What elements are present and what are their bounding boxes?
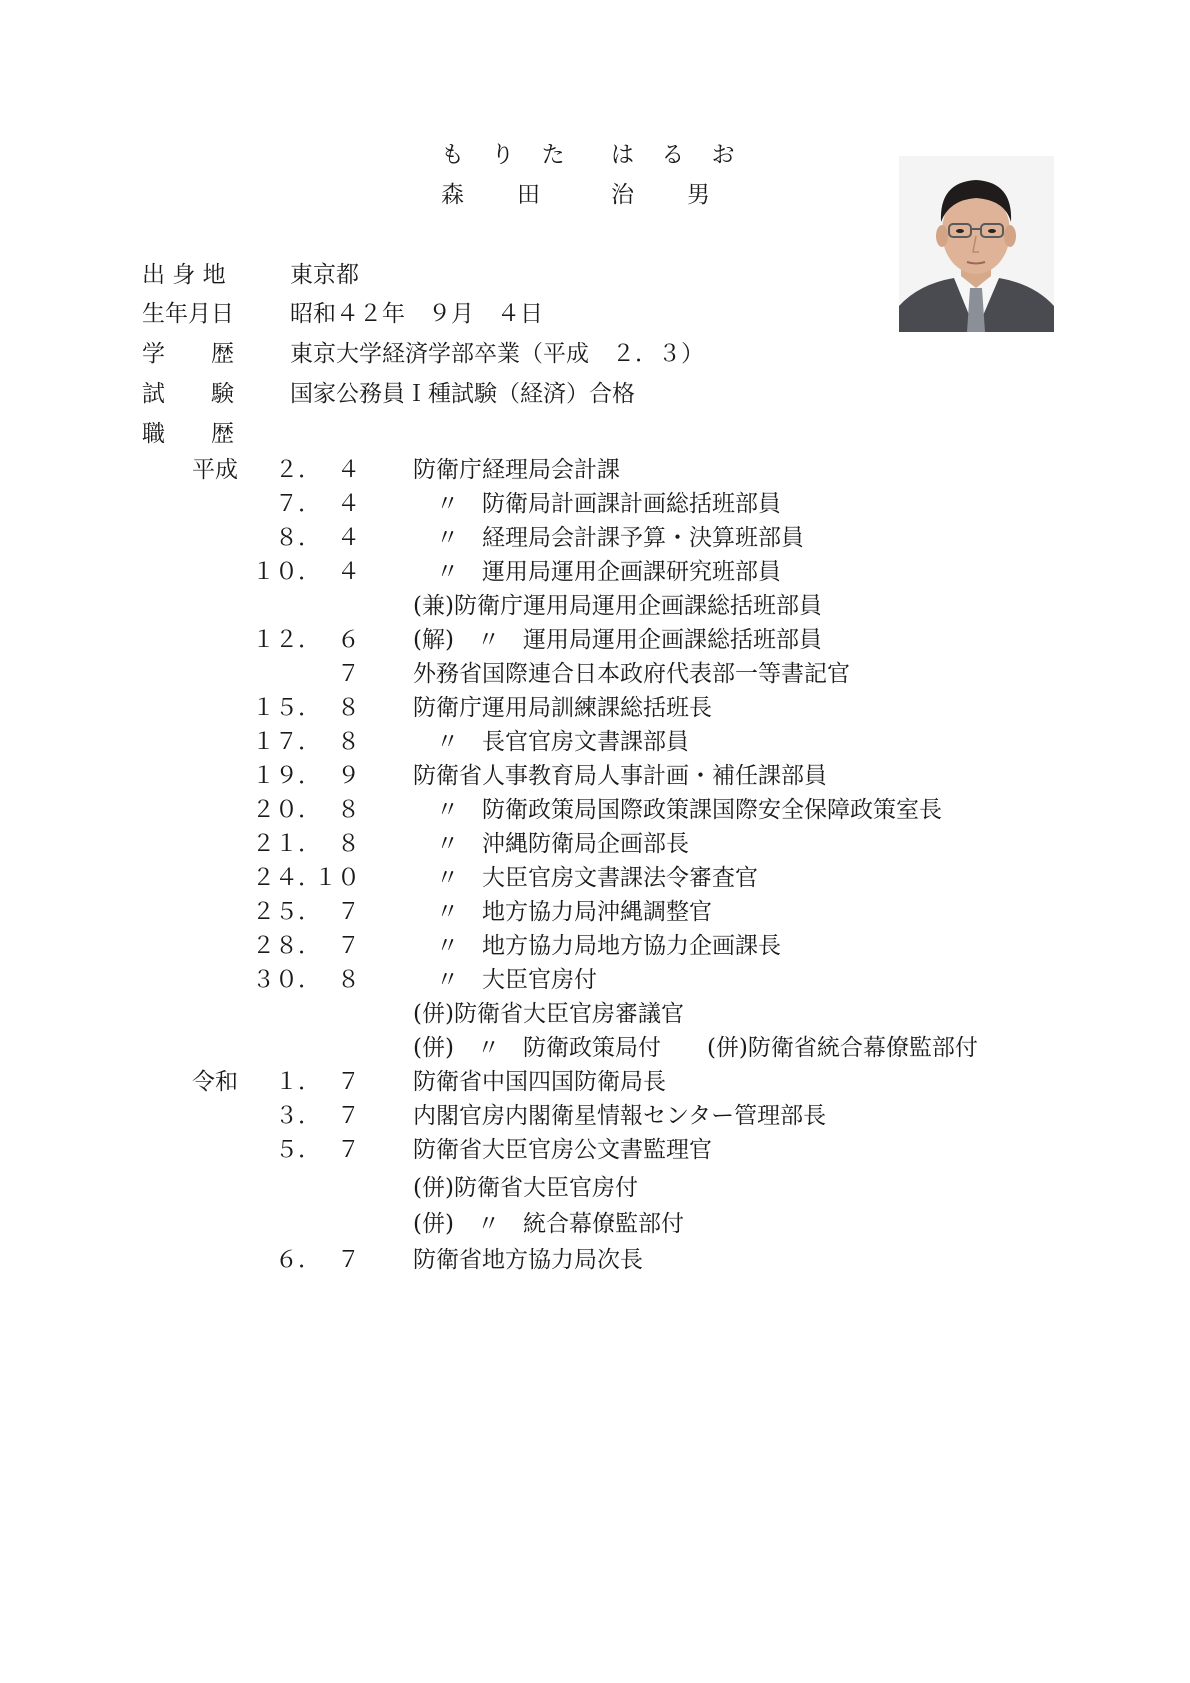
career-position: (兼)防衛庁運用局運用企画課総括班部員 [413, 593, 822, 619]
career-position: 〃 地方協力局地方協力企画課長 [413, 933, 781, 959]
career-era: 令和 [192, 1069, 238, 1095]
career-position: 〃 大臣官房付 [413, 967, 597, 993]
career-month: ８ [337, 695, 360, 721]
career-month: ９ [337, 763, 360, 789]
career-year: ６． [275, 1247, 321, 1273]
career-month: ７ [337, 1137, 360, 1163]
career-position: 防衛庁経理局会計課 [413, 457, 620, 483]
exam-label: 試 験 [142, 381, 234, 407]
career-year: ２１． [252, 831, 321, 857]
career-month: ４ [337, 559, 360, 585]
career-position: 防衛省大臣官房公文書監理官 [413, 1137, 712, 1163]
career-month: ８ [337, 967, 360, 993]
career-month: ７ [337, 1247, 360, 1273]
career-month: ７ [337, 1069, 360, 1095]
career-year: ２． [275, 457, 321, 483]
career-month: ７ [337, 899, 360, 925]
birthdate-value: 昭和４２年 ９月 ４日 [290, 301, 543, 327]
career-year: ２８． [252, 933, 321, 959]
name-family-char-2: 田 [517, 182, 544, 208]
career-position: 防衛省人事教育局人事計画・補任課部員 [413, 763, 827, 789]
career-position: 〃 経理局会計課予算・決算班部員 [413, 525, 804, 551]
career-position: 〃 防衛局計画課計画総括班部員 [413, 491, 781, 517]
exam-value: 国家公務員Ｉ種試験（経済）合格 [290, 381, 635, 407]
portrait-photo [899, 156, 1054, 332]
career-month: １０ [314, 865, 360, 891]
career-position: 〃 大臣官房文書課法令審査官 [413, 865, 758, 891]
career-month: ４ [337, 457, 360, 483]
career-position: (併) 〃 防衛政策局付 (併)防衛省統合幕僚監部付 [413, 1035, 978, 1061]
career-position: (併)防衛省大臣官房審議官 [413, 1001, 684, 1027]
career-month: ８ [337, 831, 360, 857]
birthdate-label: 生年月日 [142, 301, 234, 327]
birthplace-value: 東京都 [290, 262, 359, 288]
name-given-char-1: 治 [611, 182, 638, 208]
career-year: １５． [252, 695, 321, 721]
education-value: 東京大学経済学部卒業（平成 ２．３） [290, 341, 704, 367]
career-month: ７ [337, 661, 360, 687]
career-position: (併) 〃 統合幕僚監部付 [413, 1211, 684, 1237]
career-position: 防衛省中国四国防衛局長 [413, 1069, 666, 1095]
career-year: １９． [252, 763, 321, 789]
career-era: 平成 [192, 457, 238, 483]
name-reading-family: も り た [441, 142, 575, 168]
education-label: 学 歴 [142, 341, 234, 367]
career-month: ７ [337, 933, 360, 959]
career-year: ３０． [252, 967, 321, 993]
career-year: １２． [252, 627, 321, 653]
career-position: 〃 長官官房文書課部員 [413, 729, 689, 755]
career-year: ８． [275, 525, 321, 551]
career-year: ７． [275, 491, 321, 517]
career-month: ８ [337, 729, 360, 755]
career-month: ６ [337, 627, 360, 653]
career-year: ２５． [252, 899, 321, 925]
career-position: 〃 地方協力局沖縄調整官 [413, 899, 712, 925]
name-family-char-1: 森 [441, 182, 468, 208]
career-position: 外務省国際連合日本政府代表部一等書記官 [413, 661, 850, 687]
career-position: 〃 運用局運用企画課研究班部員 [413, 559, 781, 585]
career-position: 防衛省地方協力局次長 [413, 1247, 643, 1273]
career-year: ２０． [252, 797, 321, 823]
career-year: ５． [275, 1137, 321, 1163]
name-reading-given: は る お [611, 142, 745, 168]
career-position: (解) 〃 運用局運用企画課総括班部員 [413, 627, 822, 653]
career-year: ２４． [252, 865, 321, 891]
birthplace-label: 出 身 地 [142, 262, 226, 288]
career-year: １． [275, 1069, 321, 1095]
career-label: 職 歴 [142, 421, 234, 447]
career-month: ８ [337, 797, 360, 823]
career-position: 〃 沖縄防衛局企画部長 [413, 831, 689, 857]
career-month: ７ [337, 1103, 360, 1129]
career-year: １７． [252, 729, 321, 755]
name-given-char-2: 男 [687, 182, 714, 208]
career-position: (併)防衛省大臣官房付 [413, 1175, 638, 1201]
career-position: 〃 防衛政策局国際政策課国際安全保障政策室長 [413, 797, 942, 823]
career-month: ４ [337, 491, 360, 517]
career-year: ３． [275, 1103, 321, 1129]
career-month: ４ [337, 525, 360, 551]
career-position: 内閣官房内閣衛星情報センター管理部長 [413, 1103, 827, 1129]
career-year: １０． [252, 559, 321, 585]
career-position: 防衛庁運用局訓練課総括班長 [413, 695, 712, 721]
